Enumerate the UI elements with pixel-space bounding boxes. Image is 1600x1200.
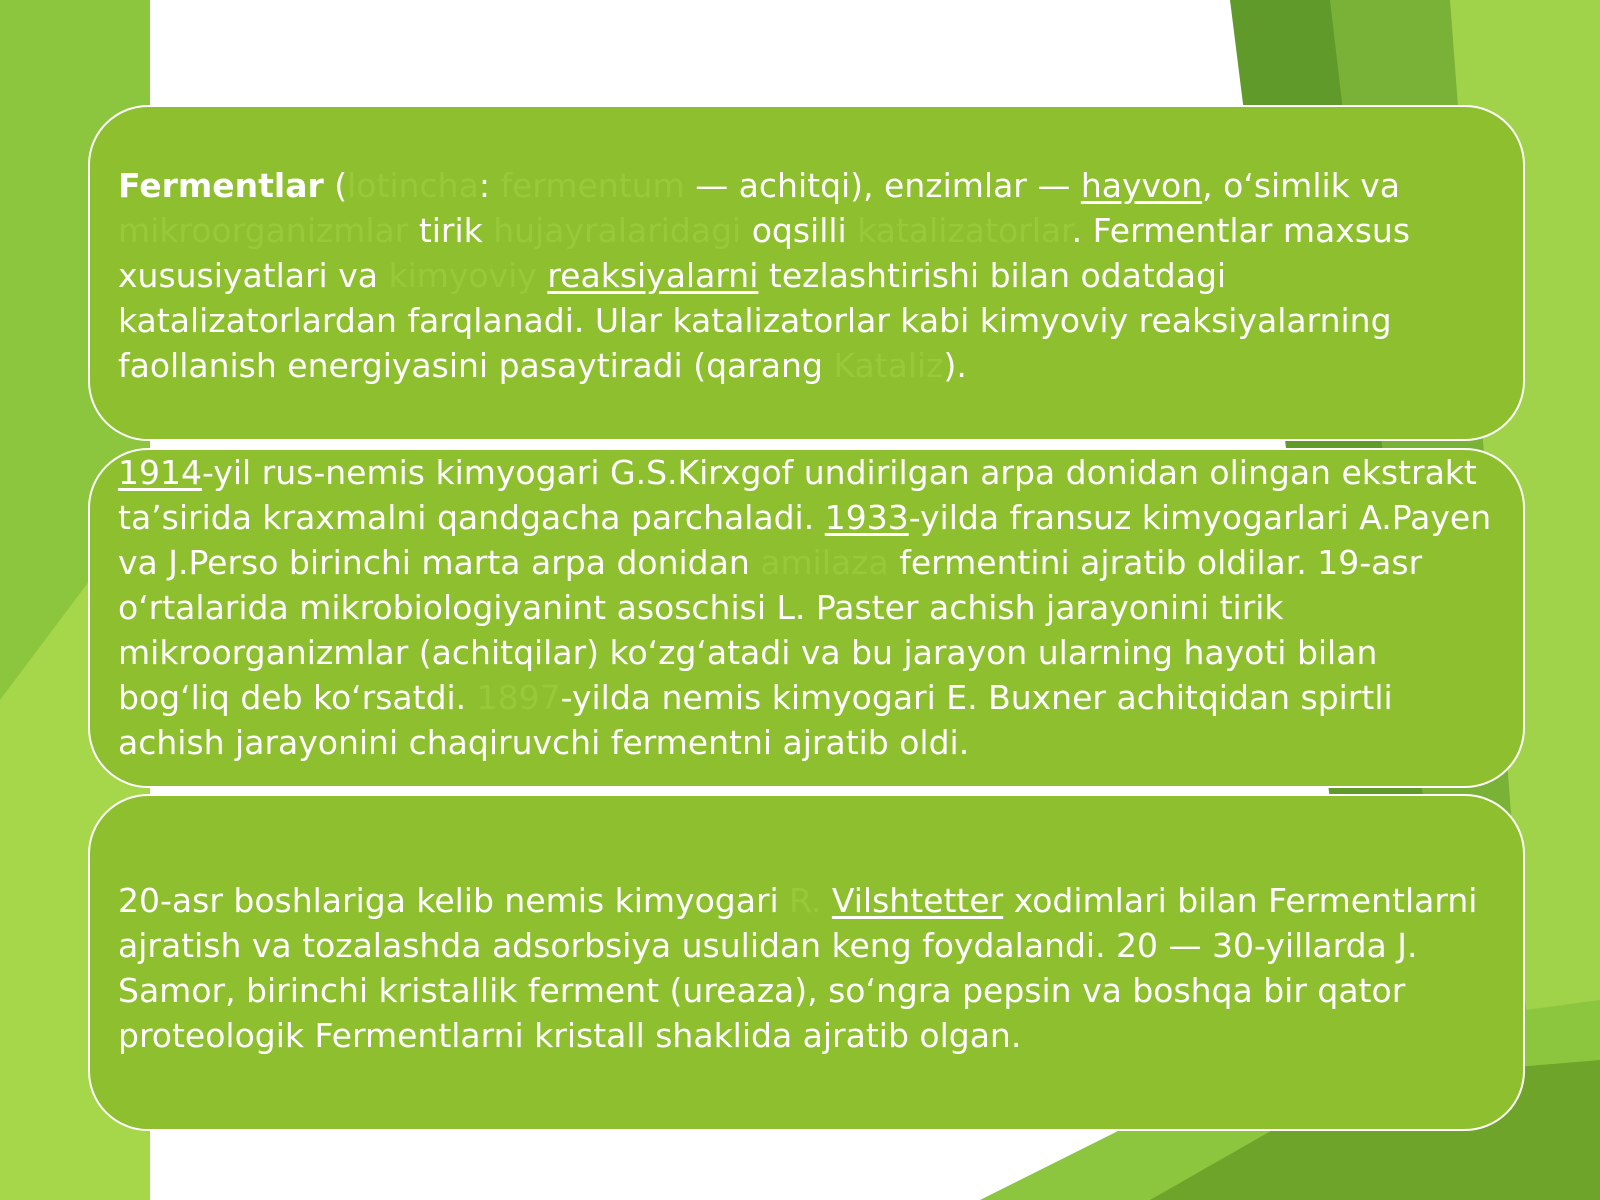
link-1933[interactable]: 1933 (824, 498, 909, 537)
text-card-history (88, 448, 1525, 788)
link-vilshtetter[interactable]: Vilshtetter (831, 881, 1004, 920)
hidden-text-mikroorganizmlar: mikroorganizmlar (118, 211, 419, 250)
hidden-text-hujayralaridagi: hujayralaridagi (493, 211, 752, 250)
hidden-text-r: R. (789, 881, 832, 920)
hidden-text-lotincha: lotincha (347, 166, 479, 205)
hidden-text-kimyoviy: kimyoviy (388, 256, 548, 295)
text-run: ( (323, 166, 348, 205)
text-run: . Fermentlar maxsus xususiyatlari va (118, 211, 1411, 295)
text-card-definition (88, 105, 1525, 441)
text-run: xodimlari bilan Fermentlarni ajratish va tozalashda adsorbsiya usulidan keng foydalandi. 20 — 30-yillarda J. Samor, birinchi kristallik ferment (ureaza), soʻngra pepsin va boshqa bir qator proteologik Fermentlarni kristall shaklida ajratib olgan. (118, 881, 1478, 1055)
text-run: -yilda fransuz kimyogarlari A.Payen va J.Perso birinchi marta arpa donidan (118, 498, 1492, 582)
link-1914[interactable]: 1914 (118, 453, 202, 492)
hidden-text-1897: 1897 (476, 678, 561, 717)
link-hayvon[interactable]: hayvon (1080, 166, 1203, 205)
hidden-text-fermentum: fermentum (489, 166, 685, 205)
text-run: ). (943, 346, 967, 385)
hidden-text-kataliz: Kataliz (833, 346, 944, 385)
text-run: -yilda nemis kimyogari E. Buxner achitqidan spirtli achish jarayonini chaqiruvchi fermentni ajratib oldi. (118, 678, 1393, 762)
century-paragraph (118, 878, 1483, 1058)
text-run: — achitqi), enzimlar — (684, 166, 1081, 205)
hidden-text-katalizatorlar: katalizatorlar (857, 211, 1072, 250)
text-run: tezlashtirishi bilan odatdagi katalizatorlardan farqlanadi. Ular katalizatorlar kabi kimyoviy reaksiyalarning faollanish energiyasini pasaytiradi (qarang (118, 256, 1392, 385)
text-run: : (478, 166, 490, 205)
text-run: 20-asr boshlariga kelib nemis kimyogari (118, 881, 790, 920)
link-reaksiyalarni[interactable]: reaksiyalarni (547, 256, 759, 295)
text-run: oqsilli (751, 211, 858, 250)
text-card-20th-century (88, 794, 1525, 1131)
text-run: -yil rus-nemis kimyogari G.S.Kirxgof undirilgan arpa donidan olingan ekstrakt taʼsirida kraxmalni qandgacha parchaladi. (118, 453, 1477, 537)
history-paragraph (118, 450, 1493, 765)
text-run: , oʻsimlik va (1202, 166, 1401, 205)
hidden-text-amilaza: amilaza (760, 543, 889, 582)
text-run: tirik (418, 211, 494, 250)
text-run: fermentini ajratib oldilar. 19-asr oʻrtalarida mikrobiologiyanint asoschisi L. Paster achish jarayonini tirik mikroorganizmlar (achitqilar) koʻzgʻatadi va bu jarayon ularning hayoti bilan bogʻliq deb koʻrsatdi. (118, 543, 1423, 717)
definition-paragraph (118, 163, 1493, 388)
term-heading: Fermentlar (118, 166, 324, 205)
